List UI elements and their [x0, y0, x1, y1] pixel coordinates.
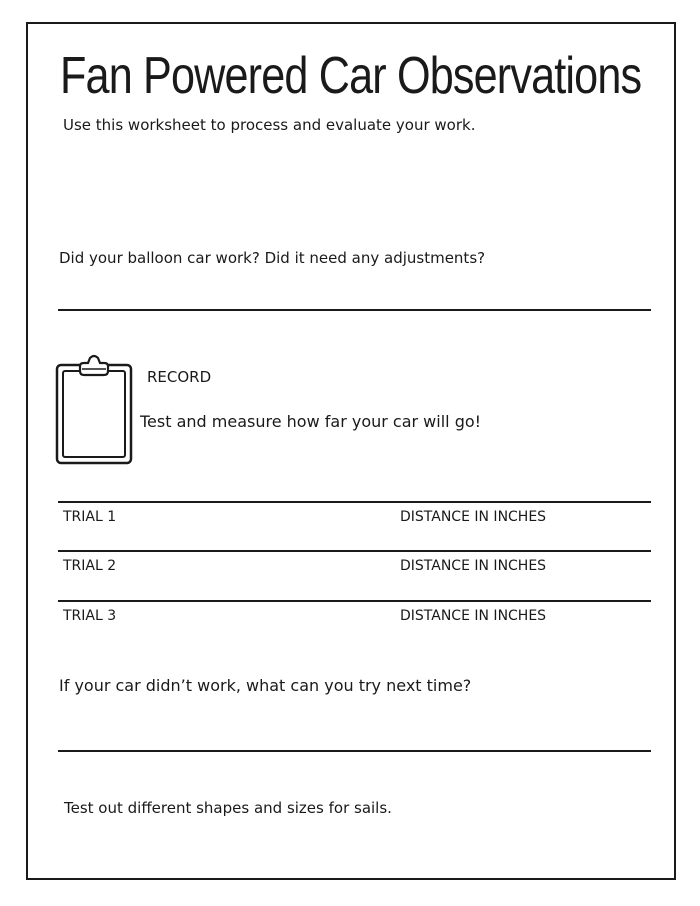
worksheet-subtitle: Use this worksheet to process and evaluate your work.	[63, 116, 476, 134]
worksheet-title: Fan Powered Car Observations	[60, 47, 642, 105]
distance-label: DISTANCE IN INCHES	[400, 608, 547, 624]
trial-label: TRIAL 1	[63, 509, 117, 525]
record-label: RECORD	[147, 368, 212, 386]
clipboard-icon	[54, 353, 134, 467]
question-balloon-car: Did your balloon car work? Did it need any adjustments?	[59, 249, 486, 267]
answer-line-2[interactable]	[58, 750, 651, 752]
trial-label: TRIAL 2	[63, 558, 117, 574]
trial-row[interactable]	[58, 501, 651, 533]
distance-label: DISTANCE IN INCHES	[400, 509, 547, 525]
tip-text: Test out different shapes and sizes for sails.	[64, 799, 392, 817]
trial-row[interactable]	[58, 600, 651, 632]
answer-line-1[interactable]	[58, 309, 651, 311]
distance-label: DISTANCE IN INCHES	[400, 558, 547, 574]
trial-label: TRIAL 3	[63, 608, 117, 624]
question-next-time: If your car didn’t work, what can you try next time?	[59, 676, 472, 695]
trial-row[interactable]	[58, 550, 651, 582]
record-instruction: Test and measure how far your car will go!	[140, 412, 482, 431]
